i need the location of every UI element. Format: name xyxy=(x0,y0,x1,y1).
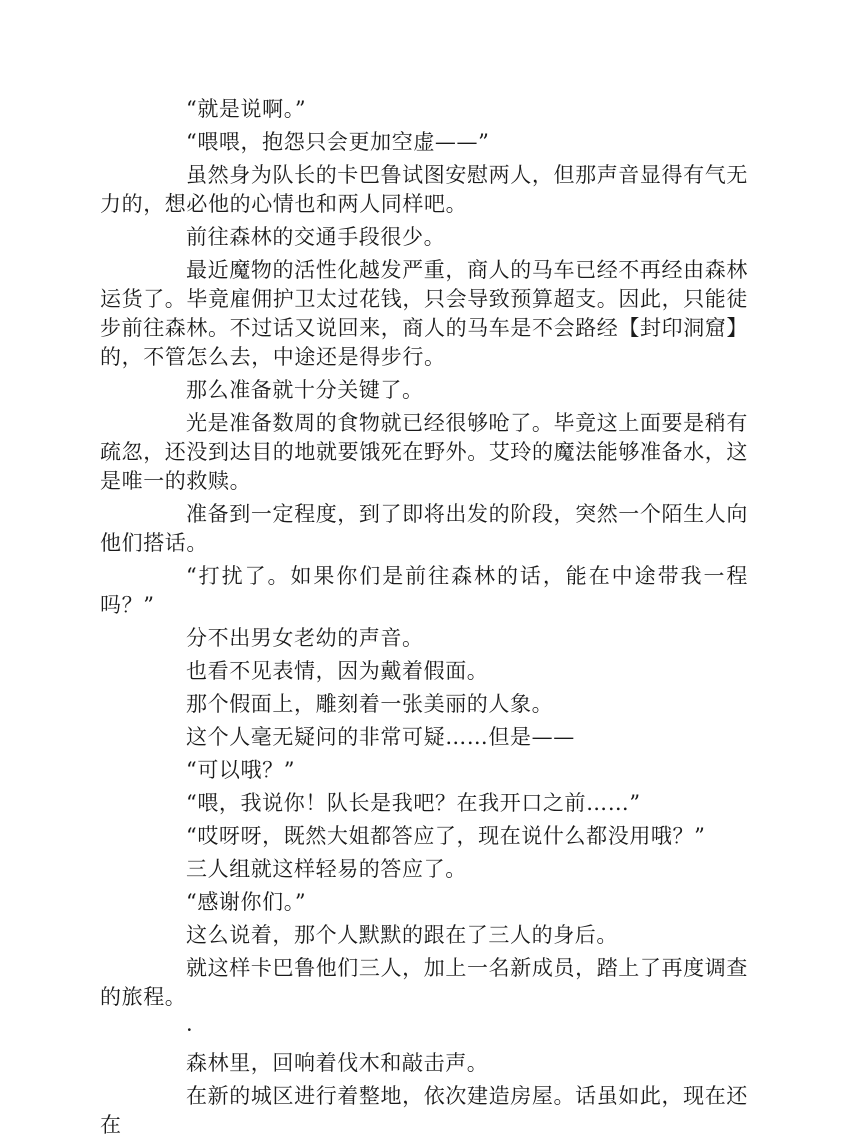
paragraph: 也看不见表情，因为戴着假面。 xyxy=(186,659,489,683)
paragraph: 那个假面上，雕刻着一张美丽的人象。 xyxy=(186,692,554,716)
text-body xyxy=(100,95,748,1144)
paragraph: 光是准备数周的食物就已经很够呛了。毕竟这上面要是稍有疏忽，还没到达目的地就要饿死在野外。艾玲的魔法能够准备水，这是唯一的救赎。 xyxy=(100,411,748,493)
paragraph: “就是说啊。” xyxy=(186,97,307,121)
paragraph: 这个人毫无疑问的非常可疑……但是—— xyxy=(186,725,575,749)
paragraph: 这么说着，那个人默默的跟在了三人的身后。 xyxy=(186,923,618,947)
paragraph: 虽然身为队长的卡巴鲁试图安慰两人，但那声音显得有气无力的，想必他的心情也和两人同样吧。 xyxy=(100,163,748,216)
paragraph: 前往森林的交通手段很少。 xyxy=(186,225,446,249)
paragraph: 分不出男女老幼的声音。 xyxy=(186,626,424,650)
paragraph: “哎呀呀，既然大姐都答应了，现在说什么都没用哦？” xyxy=(186,824,706,848)
paragraph: 就这样卡巴鲁他们三人，加上一名新成员，踏上了再度调查的旅程。 xyxy=(100,956,748,1009)
paragraph: “可以哦？” xyxy=(186,758,296,782)
paragraph: “喂喂，抱怨只会更加空虚——” xyxy=(186,130,490,154)
paragraph: 那么准备就十分关键了。 xyxy=(186,378,424,402)
paragraph: “打扰了。如果你们是前往森林的话，能在中途带我一程吗？” xyxy=(100,564,748,617)
paragraph: “感谢你们。” xyxy=(186,890,307,914)
scene-separator: · xyxy=(186,1018,194,1042)
paragraph: 准备到一定程度，到了即将出发的阶段，突然一个陌生人向他们搭话。 xyxy=(100,502,748,555)
paragraph: 森林里，回响着伐木和敲击声。 xyxy=(186,1051,489,1075)
paragraph: 最近魔物的活性化越发严重，商人的马车已经不再经由森林运货了。毕竟雇佣护卫太过花钱，只会导致预算超支。因此，只能徒步前往森林。不过话又说回来，商人的马车是不会路经【封印洞窟】的，不管怎么去，中途还是得步行。 xyxy=(100,258,748,369)
paragraph: 三人组就这样轻易的答应了。 xyxy=(186,857,467,881)
paragraph: 在新的城区进行着整地，依次建造房屋。话虽如此，现在还在 xyxy=(100,1084,748,1137)
paragraph: “喂，我说你！队长是我吧？在我开口之前……” xyxy=(186,791,641,815)
